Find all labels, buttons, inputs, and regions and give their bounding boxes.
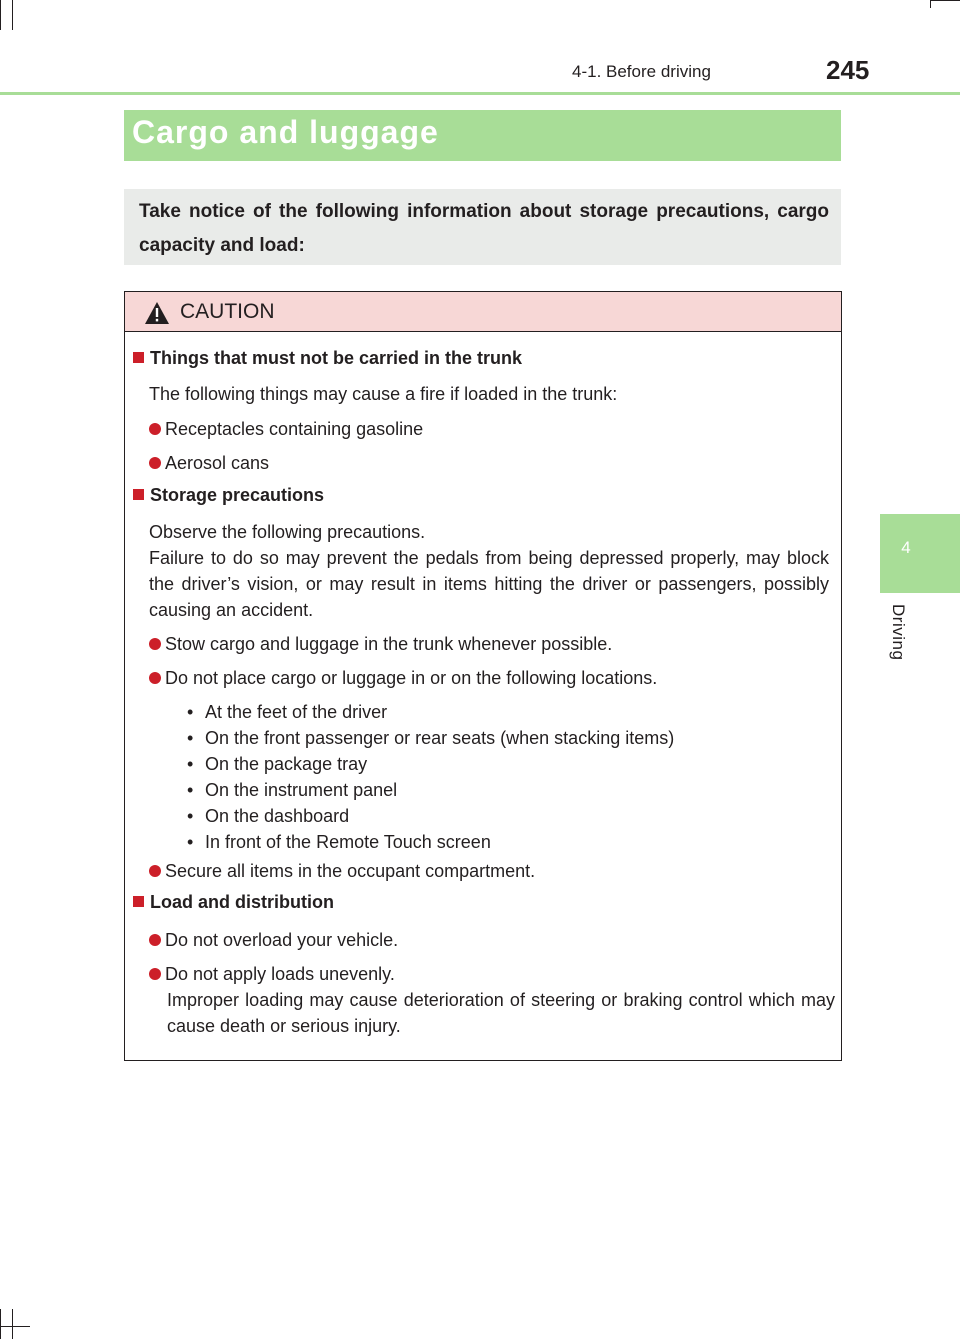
- square-marker-icon: [133, 352, 144, 363]
- square-marker-icon: [133, 489, 144, 500]
- heading-text: Storage precautions: [150, 485, 325, 505]
- sub-bullet-mark: •: [187, 832, 194, 852]
- crop-mark: [12, 1309, 13, 1339]
- page-title: Cargo and luggage: [132, 114, 439, 150]
- bullet-text: Do not place cargo or luggage in or on the following locations.: [165, 668, 658, 688]
- list-item: [149, 858, 835, 884]
- chapter-label: Driving: [889, 604, 908, 661]
- header-rule: [0, 92, 960, 95]
- sub-bullet-mark: •: [187, 702, 194, 722]
- sub-item-text: On the instrument panel: [205, 780, 398, 800]
- crop-mark: [12, 0, 13, 30]
- bullet-icon: [149, 865, 161, 877]
- section-heading: [133, 485, 324, 506]
- bullet-icon: [149, 672, 161, 684]
- bullet-icon: [149, 968, 161, 980]
- sub-list-item: [187, 751, 367, 777]
- crop-mark: [0, 1309, 1, 1339]
- caution-box: [124, 291, 842, 1061]
- sub-list-item: [187, 829, 491, 855]
- list-item: [149, 416, 835, 442]
- bullet-icon: [149, 423, 161, 435]
- sub-item-text: In front of the Remote Touch screen: [205, 832, 491, 852]
- bullet-text: Aerosol cans: [165, 453, 270, 473]
- section-heading: [133, 892, 334, 913]
- sub-bullet-mark: •: [187, 754, 194, 774]
- sub-bullet-mark: •: [187, 728, 194, 748]
- square-marker-icon: [133, 896, 144, 907]
- bullet-icon: [149, 457, 161, 469]
- caution-title: CAUTION: [180, 300, 275, 323]
- bullet-text: Secure all items in the occupant compartment.: [165, 861, 536, 881]
- bullet-text: Stow cargo and luggage in the trunk whenever possible.: [165, 634, 613, 654]
- list-item: [149, 927, 835, 953]
- section-text: Failure to do so may prevent the pedals from being depressed properly, may block the driver’s vision, or may result in items hitting the driver or passengers, possibly causing an accident.: [149, 548, 829, 620]
- bullet-detail: Improper loading may cause deterioration of steering or braking control which may cause death or serious injury.: [167, 990, 835, 1036]
- chapter-number: 4: [901, 538, 911, 557]
- list-item: [149, 450, 835, 476]
- bullet-icon: [149, 638, 161, 650]
- sub-list-item: [187, 803, 349, 829]
- list-item: [149, 961, 835, 987]
- list-item: [149, 665, 835, 691]
- sub-item-text: At the feet of the driver: [205, 702, 388, 722]
- caution-header: [125, 292, 841, 332]
- page-number: 245: [826, 55, 870, 85]
- title-bar: [124, 110, 841, 161]
- sub-list-item: [187, 699, 387, 725]
- section-heading: [133, 348, 522, 369]
- header-section-title: 4-1. Before driving: [572, 62, 711, 81]
- bullet-icon: [149, 934, 161, 946]
- intro-text: Take notice of the following information about storage precautions, cargo capacity and load:: [139, 201, 829, 256]
- intro-box: [124, 189, 841, 265]
- bullet-text: Do not overload your vehicle.: [165, 930, 399, 950]
- bullet-text: Receptacles containing gasoline: [165, 419, 424, 439]
- crop-mark: [930, 0, 960, 1]
- sub-bullet-mark: •: [187, 780, 194, 800]
- section-text: Observe the following precautions.: [149, 522, 426, 542]
- section-text: The following things may cause a fire if loaded in the trunk:: [149, 384, 618, 404]
- sub-item-text: On the package tray: [205, 754, 368, 774]
- warning-icon: [145, 302, 169, 324]
- crop-mark: [930, 0, 931, 8]
- heading-text: Things that must not be carried in the trunk: [150, 348, 523, 368]
- bullet-text: Do not apply loads unevenly.: [165, 964, 395, 984]
- sub-item-text: On the front passenger or rear seats (when stacking items): [205, 728, 675, 748]
- sub-list-item: [187, 725, 674, 751]
- sub-bullet-mark: •: [187, 806, 194, 826]
- chapter-tab: [880, 514, 960, 593]
- sub-item-text: On the dashboard: [205, 806, 350, 826]
- list-item: [149, 631, 835, 657]
- crop-mark: [0, 1326, 30, 1327]
- heading-text: Load and distribution: [150, 892, 334, 912]
- sub-list-item: [187, 777, 397, 803]
- crop-mark: [0, 0, 1, 30]
